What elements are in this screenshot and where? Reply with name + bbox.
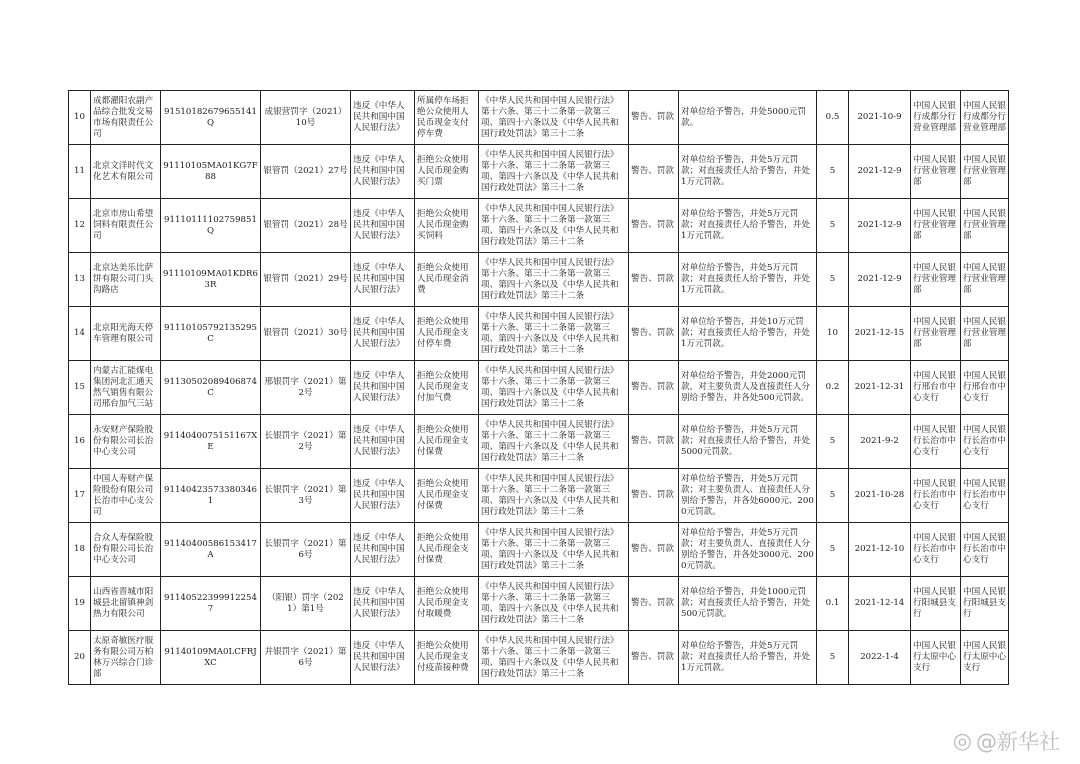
authority-unit-cell: 中国人民银行太原中心支行	[961, 631, 1009, 685]
authority-unit-cell: 中国人民银行长治市中心支行	[961, 469, 1009, 523]
penalty-table	[68, 90, 1009, 685]
table-row	[69, 523, 1009, 577]
credit-code-cell: 91110111102759851Q	[161, 199, 261, 253]
issuing-authority-cell: 中国人民银行长治市中心支行	[911, 523, 961, 577]
penalty-date-cell: 2021-12-14	[849, 577, 911, 631]
row-number-cell: 13	[69, 253, 91, 307]
document-number-cell: 成银营罚字（2021）10号	[261, 91, 351, 145]
violation-fact-cell: 拒绝公众使用人民币现金支付取暖费	[415, 577, 479, 631]
penalty-type-cell: 警告、罚款	[629, 91, 679, 145]
company-name-cell: 北京文洋时代文化艺术有限公司	[91, 145, 161, 199]
document-number-cell: 并银罚字（2021）第6号	[261, 631, 351, 685]
document-number-cell: 银管罚（2021）29号	[261, 253, 351, 307]
issuing-authority-cell: 中国人民银行阳城县支行	[911, 577, 961, 631]
company-name-cell: 北京达美乐比萨饼有限公司门头沟路店	[91, 253, 161, 307]
authority-unit-cell: 中国人民银行营业管理部	[961, 199, 1009, 253]
penalty-type-cell: 警告、罚款	[629, 253, 679, 307]
row-number-cell: 19	[69, 577, 91, 631]
penalty-date-cell: 2022-1-4	[849, 631, 911, 685]
penalty-date-cell: 2021-10-28	[849, 469, 911, 523]
table-row	[69, 199, 1009, 253]
penalty-amount-cell: 5	[817, 253, 849, 307]
authority-unit-cell: 中国人民银行长治市中心支行	[961, 415, 1009, 469]
violation-fact-cell: 拒绝公众使用人民币现金支付保费	[415, 523, 479, 577]
company-name-cell: 合众人寿保险股份有限公司长治中心支公司	[91, 523, 161, 577]
row-number-cell: 18	[69, 523, 91, 577]
penalty-date-cell: 2021-12-31	[849, 361, 911, 415]
company-name-cell: 北京阳光海天停车管理有限公司	[91, 307, 161, 361]
penalty-date-cell: 2021-9-2	[849, 415, 911, 469]
legal-basis-cell: 《中华人民共和国中国人民银行法》第十六条、第三十二条第一款第三项、第四十六条以及《中华人民共和国行政处罚法》第三十二条	[479, 145, 629, 199]
penalty-date-cell: 2021-12-9	[849, 145, 911, 199]
penalty-type-cell: 警告、罚款	[629, 415, 679, 469]
violation-basis-cell: 违反《中华人民共和国中国人民银行法》	[351, 577, 415, 631]
penalty-amount-cell: 5	[817, 469, 849, 523]
penalty-amount-cell: 0.2	[817, 361, 849, 415]
credit-code-cell: 9114040075151167XE	[161, 415, 261, 469]
authority-unit-cell: 中国人民银行营业管理部	[961, 307, 1009, 361]
legal-basis-cell: 《中华人民共和国中国人民银行法》第十六条、第三十二条第一款第三项、第四十六条以及《中华人民共和国行政处罚法》第三十二条	[479, 199, 629, 253]
credit-code-cell: 91110105792135295C	[161, 307, 261, 361]
penalty-date-cell: 2021-12-9	[849, 199, 911, 253]
table-row	[69, 577, 1009, 631]
legal-basis-cell: 《中华人民共和国中国人民银行法》第十六条、第三十二条第一款第三项、第四十六条以及《中华人民共和国行政处罚法》第三十二条	[479, 469, 629, 523]
penalty-amount-cell: 10	[817, 307, 849, 361]
row-number-cell: 12	[69, 199, 91, 253]
penalty-type-cell: 警告、罚款	[629, 577, 679, 631]
authority-unit-cell: 中国人民银行阳城县支行	[961, 577, 1009, 631]
authority-unit-cell: 中国人民银行营业管理部	[961, 145, 1009, 199]
weibo-logo-icon: ◎	[952, 728, 972, 754]
table-row	[69, 469, 1009, 523]
issuing-authority-cell: 中国人民银行邢台市中心支行	[911, 361, 961, 415]
row-number-cell: 20	[69, 631, 91, 685]
penalty-content-cell: 对单位给予警告，并处5万元罚款；对直接责任人给予警告，并处1万元罚款。	[679, 631, 817, 685]
row-number-cell: 10	[69, 91, 91, 145]
row-number-cell: 14	[69, 307, 91, 361]
penalty-type-cell: 警告、罚款	[629, 199, 679, 253]
penalty-type-cell: 警告、罚款	[629, 145, 679, 199]
penalty-content-cell: 对单位给予警告，并处5000元罚款。	[679, 91, 817, 145]
violation-basis-cell: 违反《中华人民共和国中国人民银行法》	[351, 91, 415, 145]
violation-basis-cell: 违反《中华人民共和国中国人民银行法》	[351, 361, 415, 415]
issuing-authority-cell: 中国人民银行营业管理部	[911, 145, 961, 199]
issuing-authority-cell: 中国人民银行长治市中心支行	[911, 415, 961, 469]
issuing-authority-cell: 中国人民银行营业管理部	[911, 307, 961, 361]
document-number-cell: 银管罚（2021）28号	[261, 199, 351, 253]
row-number-cell: 17	[69, 469, 91, 523]
penalty-content-cell: 对单位给予警告，并处1000元罚款；对直接责任人给予警告，并处500元罚款。	[679, 577, 817, 631]
document-number-cell: 银管罚（2021）27号	[261, 145, 351, 199]
violation-basis-cell: 违反《中华人民共和国中国人民银行法》	[351, 253, 415, 307]
credit-code-cell: 91110105MA01KG7F88	[161, 145, 261, 199]
penalty-amount-cell: 5	[817, 631, 849, 685]
penalty-type-cell: 警告、罚款	[629, 631, 679, 685]
penalty-content-cell: 对单位给予警告，并处5万元罚款；对直接责任人给予警告，并处1万元罚款。	[679, 199, 817, 253]
penalty-amount-cell: 5	[817, 523, 849, 577]
company-name-cell: 成都濯阳农副产品综合批发交易市场有限责任公司	[91, 91, 161, 145]
penalty-content-cell: 对单位给予警告，并处5万元罚款；对主要负责人、直接责任人分别给予警告，并各处6000元、2000元罚款。	[679, 469, 817, 523]
violation-fact-cell: 拒绝公众使用人民币现金支付保费	[415, 469, 479, 523]
penalty-amount-cell: 5	[817, 199, 849, 253]
legal-basis-cell: 《中华人民共和国中国人民银行法》第十六条、第三十二条第一款第三项、第四十六条以及《中华人民共和国行政处罚法》第三十二条	[479, 91, 629, 145]
penalty-content-cell: 对单位给予警告，并处5万元罚款；对主要负责人、直接责任人分别给予警告，并各处3000元、2000元罚款。	[679, 523, 817, 577]
credit-code-cell: 911404235733803461	[161, 469, 261, 523]
issuing-authority-cell: 中国人民银行太原中心支行	[911, 631, 961, 685]
document-number-cell: （阳银）罚字（2021）第1号	[261, 577, 351, 631]
credit-code-cell: 91140109MA0LCFRJXC	[161, 631, 261, 685]
company-name-cell: 山西省晋城市阳城县北留镇神剑热力有限公司	[91, 577, 161, 631]
legal-basis-cell: 《中华人民共和国中国人民银行法》第十六条、第三十二条第一款第三项、第四十六条以及《中华人民共和国行政处罚法》第三十二条	[479, 415, 629, 469]
table-row	[69, 361, 1009, 415]
credit-code-cell: 91510182679655141Q	[161, 91, 261, 145]
credit-code-cell: 91140400586153417A	[161, 523, 261, 577]
penalty-content-cell: 对单位给予警告，并处5万元罚款；对直接责任人给予警告，并处1万元罚款。	[679, 253, 817, 307]
violation-fact-cell: 所属停车场拒绝公众使用人民币现金支付停车费	[415, 91, 479, 145]
violation-basis-cell: 违反《中华人民共和国中国人民银行法》	[351, 523, 415, 577]
issuing-authority-cell: 中国人民银行营业管理部	[911, 253, 961, 307]
legal-basis-cell: 《中华人民共和国中国人民银行法》第十六条、第三十二条第一款第三项、第四十六条以及《中华人民共和国行政处罚法》第三十二条	[479, 523, 629, 577]
legal-basis-cell: 《中华人民共和国中国人民银行法》第十六条、第三十二条第一款第三项、第四十六条以及《中华人民共和国行政处罚法》第三十二条	[479, 361, 629, 415]
violation-basis-cell: 违反《中华人民共和国中国人民银行法》	[351, 415, 415, 469]
penalty-date-cell: 2021-12-9	[849, 253, 911, 307]
authority-unit-cell: 中国人民银行成都分行营业管理部	[961, 91, 1009, 145]
table-row	[69, 253, 1009, 307]
penalty-date-cell: 2021-10-9	[849, 91, 911, 145]
watermark	[953, 726, 1060, 756]
document-number-cell: 邢银罚字（2021）第2号	[261, 361, 351, 415]
row-number-cell: 15	[69, 361, 91, 415]
penalty-date-cell: 2021-12-15	[849, 307, 911, 361]
issuing-authority-cell: 中国人民银行长治市中心支行	[911, 469, 961, 523]
penalty-content-cell: 对单位给予警告，并处10万元罚款；对直接责任人给予警告，并处1万元罚款。	[679, 307, 817, 361]
credit-code-cell: 911405223999122547	[161, 577, 261, 631]
company-name-cell: 中国人寿财产保险股份有限公司长治市中心支公司	[91, 469, 161, 523]
authority-unit-cell: 中国人民银行邢台市中心支行	[961, 361, 1009, 415]
violation-basis-cell: 违反《中华人民共和国中国人民银行法》	[351, 307, 415, 361]
violation-fact-cell: 拒绝公众使用人民币现金购买门票	[415, 145, 479, 199]
violation-fact-cell: 拒绝公众使用人民币现金支付加气费	[415, 361, 479, 415]
row-number-cell: 11	[69, 145, 91, 199]
penalty-amount-cell: 0.5	[817, 91, 849, 145]
company-name-cell: 永安财产保险股份有限公司长治中心支公司	[91, 415, 161, 469]
violation-basis-cell: 违反《中华人民共和国中国人民银行法》	[351, 469, 415, 523]
violation-basis-cell: 违反《中华人民共和国中国人民银行法》	[351, 145, 415, 199]
table-row	[69, 631, 1009, 685]
table-row	[69, 145, 1009, 199]
company-name-cell: 北京市房山希望饲料有限责任公司	[91, 199, 161, 253]
row-number-cell: 16	[69, 415, 91, 469]
table-row	[69, 91, 1009, 145]
company-name-cell: 内蒙古汇能煤电集团河北汇通天然气销售有限公司邢台加气三站	[91, 361, 161, 415]
penalty-type-cell: 警告、罚款	[629, 523, 679, 577]
violation-fact-cell: 拒绝公众使用人民币现金购买饲料	[415, 199, 479, 253]
document-number-cell: 长银罚字（2021）第3号	[261, 469, 351, 523]
penalty-type-cell: 警告、罚款	[629, 361, 679, 415]
penalty-type-cell: 警告、罚款	[629, 469, 679, 523]
company-name-cell: 太原奇敏医疗服务有限公司万柏林万兴综合门诊部	[91, 631, 161, 685]
penalty-content-cell: 对单位给予警告，并处5万元罚款；对直接责任人给予警告，并处1万元罚款。	[679, 145, 817, 199]
legal-basis-cell: 《中华人民共和国中国人民银行法》第十六条、第三十二条第一款第三项、第四十六条以及《中华人民共和国行政处罚法》第三十二条	[479, 307, 629, 361]
penalty-amount-cell: 5	[817, 415, 849, 469]
penalty-amount-cell: 0.1	[817, 577, 849, 631]
credit-code-cell: 91130502089406874C	[161, 361, 261, 415]
violation-fact-cell: 拒绝公众使用人民币现金支付停车费	[415, 307, 479, 361]
legal-basis-cell: 《中华人民共和国中国人民银行法》第十六条、第三十二条第一款第三项、第四十六条以及《中华人民共和国行政处罚法》第三十二条	[479, 631, 629, 685]
credit-code-cell: 91110109MA01KDR63R	[161, 253, 261, 307]
legal-basis-cell: 《中华人民共和国中国人民银行法》第十六条、第三十二条第一款第三项、第四十六条以及《中华人民共和国行政处罚法》第三十二条	[479, 577, 629, 631]
watermark-text: @新华社	[976, 730, 1060, 754]
penalty-content-cell: 对单位给予警告，并处2000元罚款，对主要负责人及直接责任人分别给予警告，并各处500元罚款。	[679, 361, 817, 415]
penalty-amount-cell: 5	[817, 145, 849, 199]
violation-fact-cell: 拒绝公众使用人民币现金支付保费	[415, 415, 479, 469]
penalty-content-cell: 对单位给予警告，并处5万元罚款；对直接责任人给予警告，并处5000元罚款。	[679, 415, 817, 469]
issuing-authority-cell: 中国人民银行营业管理部	[911, 199, 961, 253]
violation-fact-cell: 拒绝公众使用人民币现金消费	[415, 253, 479, 307]
penalty-type-cell: 警告、罚款	[629, 307, 679, 361]
table-row	[69, 307, 1009, 361]
issuing-authority-cell: 中国人民银行成都分行营业管理部	[911, 91, 961, 145]
document-number-cell: 长银罚字（2021）第2号	[261, 415, 351, 469]
violation-basis-cell: 违反《中华人民共和国中国人民银行法》	[351, 631, 415, 685]
table-body	[69, 91, 1009, 685]
authority-unit-cell: 中国人民银行长治市中心支行	[961, 523, 1009, 577]
legal-basis-cell: 《中华人民共和国中国人民银行法》第十六条、第三十二条第一款第三项、第四十六条以及《中华人民共和国行政处罚法》第三十二条	[479, 253, 629, 307]
authority-unit-cell: 中国人民银行营业管理部	[961, 253, 1009, 307]
table-row	[69, 415, 1009, 469]
violation-fact-cell: 拒绝公众使用人民币现金支付疫苗接种费	[415, 631, 479, 685]
violation-basis-cell: 违反《中华人民共和国中国人民银行法》	[351, 199, 415, 253]
document-number-cell: 长银罚字（2021）第6号	[261, 523, 351, 577]
penalty-date-cell: 2021-12-10	[849, 523, 911, 577]
document-number-cell: 银管罚（2021）30号	[261, 307, 351, 361]
